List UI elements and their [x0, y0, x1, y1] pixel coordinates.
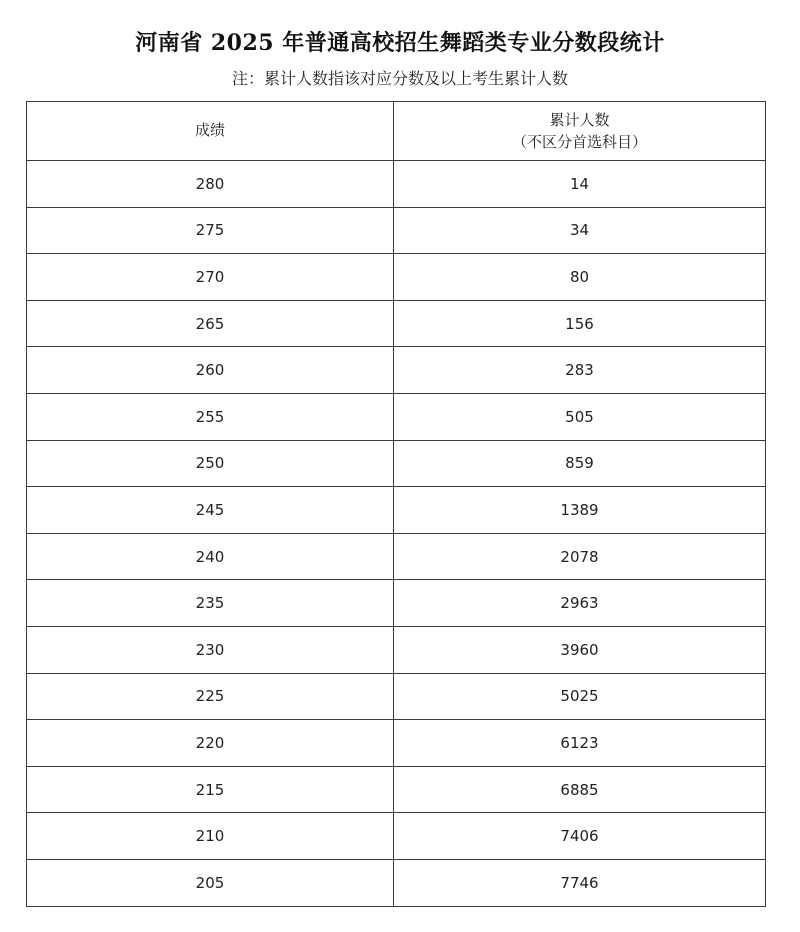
count-cell: 7406 — [394, 813, 766, 860]
count-cell: 156 — [394, 300, 766, 347]
count-cell: 6123 — [394, 720, 766, 767]
score-cell: 280 — [27, 161, 394, 208]
count-cell: 3960 — [394, 626, 766, 673]
count-cell: 80 — [394, 254, 766, 301]
score-cell: 205 — [27, 859, 394, 906]
count-cell: 283 — [394, 347, 766, 394]
table-row — [27, 813, 766, 860]
table-row — [27, 859, 766, 906]
score-cell: 230 — [27, 626, 394, 673]
table-note: 注：累计人数指该对应分数及以上考生累计人数 — [231, 69, 568, 88]
page-title: 河南省 2025 年普通高校招生舞蹈类专业分数段统计 — [135, 30, 665, 56]
table-row — [27, 626, 766, 673]
table-row — [27, 161, 766, 208]
count-cell: 505 — [394, 393, 766, 440]
table-row — [27, 580, 766, 627]
score-cell: 265 — [27, 300, 394, 347]
table-body — [27, 161, 766, 907]
header-count-label: 累计人数 — [549, 111, 610, 129]
count-cell: 14 — [394, 161, 766, 208]
score-cell: 250 — [27, 440, 394, 487]
score-cell: 270 — [27, 254, 394, 301]
table-row — [27, 393, 766, 440]
score-cell: 235 — [27, 580, 394, 627]
table-row — [27, 487, 766, 534]
score-cell: 220 — [27, 720, 394, 767]
score-cell: 275 — [27, 207, 394, 254]
table-row — [27, 440, 766, 487]
table-row — [27, 347, 766, 394]
count-cell: 7746 — [394, 859, 766, 906]
score-cell: 215 — [27, 766, 394, 813]
table-row — [27, 673, 766, 720]
header-score: 成绩 — [27, 102, 394, 161]
score-cell: 255 — [27, 393, 394, 440]
count-cell: 5025 — [394, 673, 766, 720]
table-row — [27, 766, 766, 813]
score-cell: 210 — [27, 813, 394, 860]
count-cell: 2963 — [394, 580, 766, 627]
table-row — [27, 254, 766, 301]
header-row — [27, 102, 766, 161]
score-distribution-table — [26, 101, 766, 907]
score-cell: 225 — [27, 673, 394, 720]
count-cell: 1389 — [394, 487, 766, 534]
score-cell: 240 — [27, 533, 394, 580]
header-count-note: （不区分首选科目） — [511, 133, 647, 151]
table-row — [27, 300, 766, 347]
count-cell: 2078 — [394, 533, 766, 580]
count-cell: 859 — [394, 440, 766, 487]
table-row — [27, 207, 766, 254]
score-cell: 260 — [27, 347, 394, 394]
header-cumulative-count — [394, 102, 766, 161]
count-cell: 34 — [394, 207, 766, 254]
table-header — [27, 102, 766, 161]
table-row — [27, 533, 766, 580]
count-cell: 6885 — [394, 766, 766, 813]
score-cell: 245 — [27, 487, 394, 534]
table-row — [27, 720, 766, 767]
